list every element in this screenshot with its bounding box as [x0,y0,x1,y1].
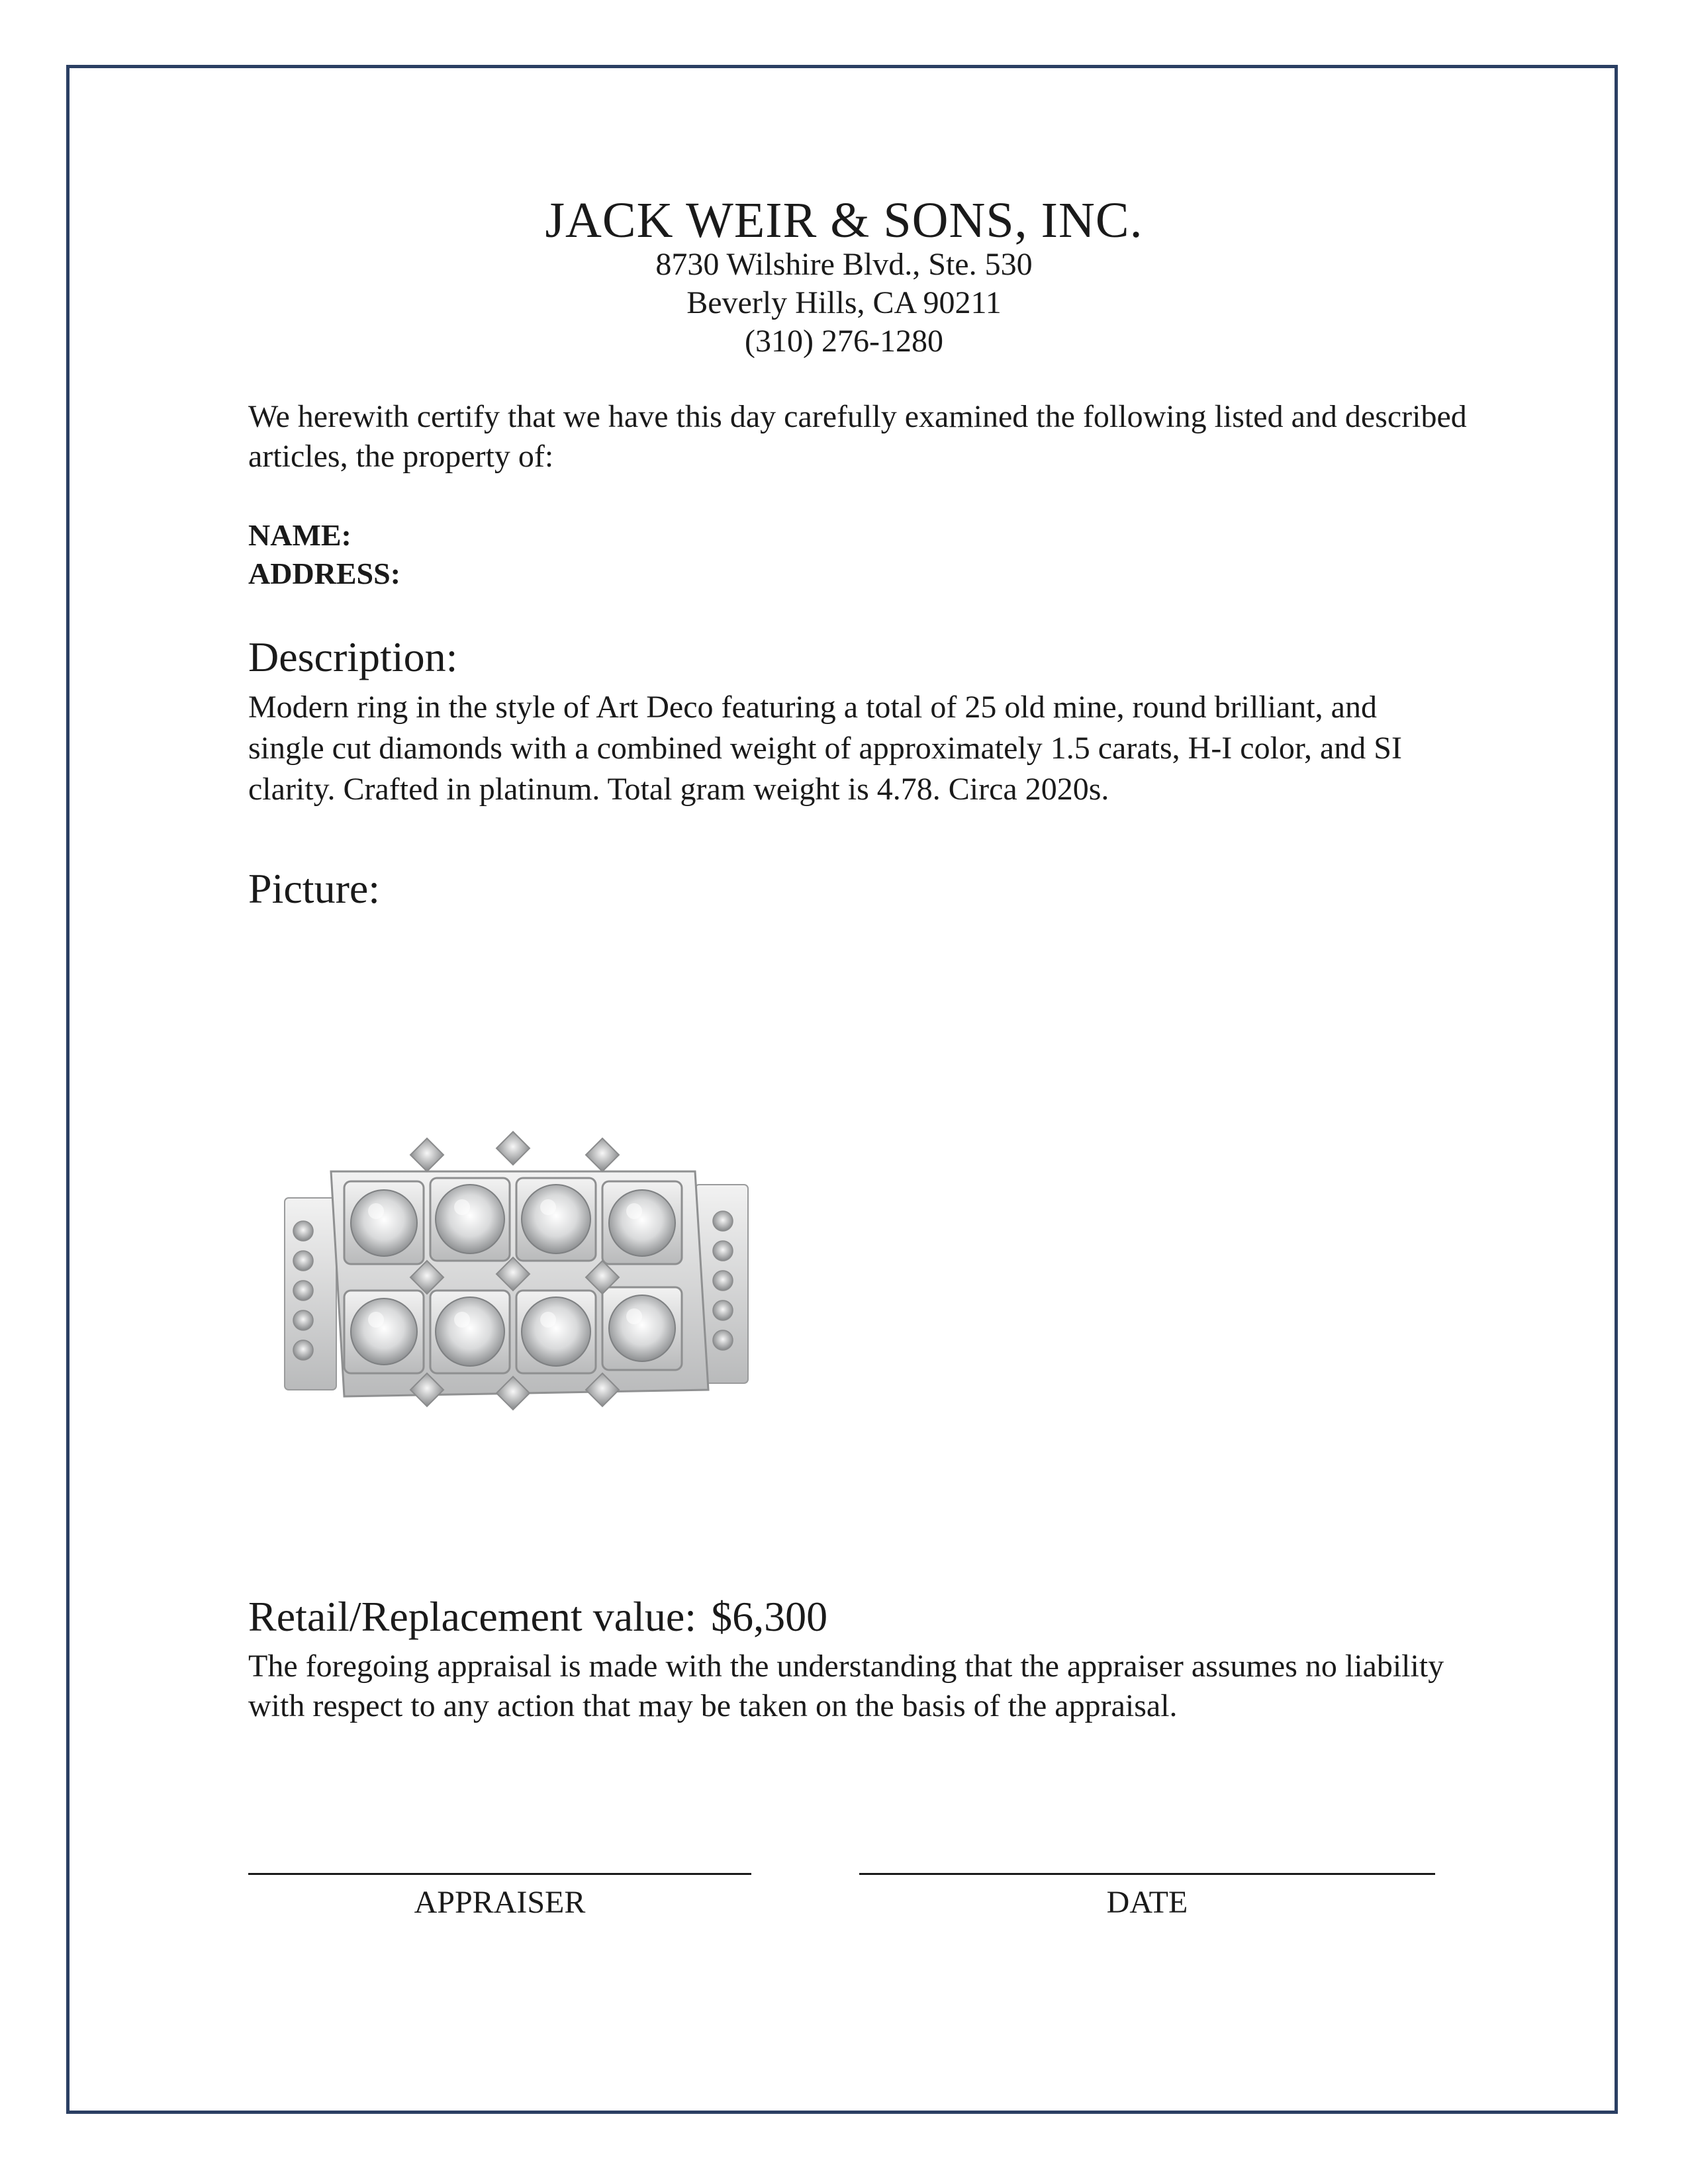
certification-text: We herewith certify that we have this day carefully examined the following listed and described articles, the property of: [248,399,1467,474]
retail-value-amount: $6,300 [711,1593,828,1640]
address-label: ADDRESS: [248,557,401,590]
date-signature-line [859,1873,1435,1875]
name-label: NAME: [248,518,352,552]
company-name: JACK WEIR & SONS, INC. [545,193,1143,248]
retail-value-label: Retail/Replacement value: [248,1593,697,1640]
date-label: DATE [1106,1885,1188,1920]
company-address-line1: 8730 Wilshire Blvd., Ste. 530 [655,247,1033,282]
company-phone: (310) 276-1280 [745,324,943,359]
appraiser-signature-line [248,1873,751,1875]
picture-heading: Picture: [248,865,381,912]
appraiser-label: APPRAISER [414,1885,586,1920]
description-heading: Description: [248,633,458,680]
description-text: Modern ring in the style of Art Deco featuring a total of 25 old mine, round brilliant, and single cut diamonds with a combined weight of approximately 1.5 carats, H-I color, and SI clarity. Crafted in platinum. Total gram weight is 4.78. Circa 2020s. [248,690,1402,807]
retail-value [248,1592,1479,1642]
page-border [66,65,1618,2114]
ring-photo [278,1112,755,1456]
company-address-line2: Beverly Hills, CA 90211 [686,285,1002,320]
appraisal-disclaimer: The foregoing appraisal is made with the understanding that the appraiser assumes no liability with respect to any action that may be taken on the basis of the appraisal. [248,1649,1444,1723]
